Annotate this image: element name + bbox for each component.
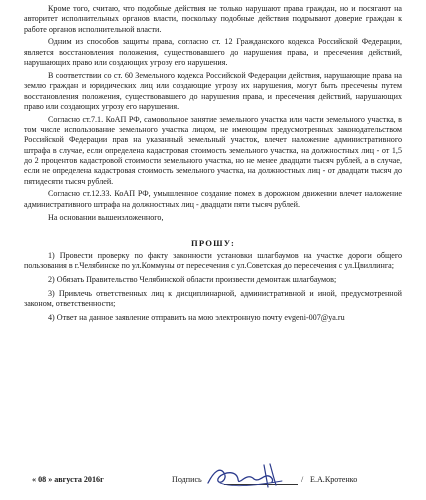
request-item-4: 4) Ответ на данное заявление отправить на мою электронную почту evgeni-007@ya.ru <box>48 313 345 323</box>
request-title: ПРОШУ: <box>190 237 236 248</box>
request-item-2: 2) Обязать Правительство Челябинской области произвести демонтаж шлагбаумов; <box>48 275 337 285</box>
paragraph-conclusion: На основании вышеизложенного, <box>48 212 164 222</box>
paragraph-land-code: В соответствии со ст. 60 Земельного кодекса Российской Федерации действия, нарушающие права на землю граждан и юридических лиц или создающие угрозу их нарушения, могут быть пресечены путем восстановления положения, существовавшего до нарушения права, и пресечения действий, нарушающих право или создающих угрозу его нарушения. <box>24 70 402 111</box>
signature-label: Подпись <box>172 475 202 484</box>
signature-block <box>24 465 402 491</box>
signature-date: « 08 » августа 2016г <box>32 475 104 484</box>
paragraph-koap-7-1: Согласно ст.7.1. КоАП РФ, самовольное занятие земельного участка или части земельного участка, в том числе использование земельного участка лицом, не имеющим предусмотренных законодательством Российской Федерации прав на указанный земельный участок, влечет наложение административного штрафа в случае, если определена кадастровая стоимость земельного участка, на должностных лиц - от 1,5 до 2 процентов кадастровой стоимости земельного участка, но не менее двадцати тысяч рублей, а в случае, если не определена кадастровая стоимость земельного участка, на должностных лиц - от двадцати тысяч до пятидесяти тысяч рублей. <box>24 114 402 186</box>
paragraph-intro: Кроме того, считаю, что подобные действия не только нарушают права граждан, но и посягают на авторитет исполнительных органов власти, поскольку подобные действия подрывают доверие граждан к работе органов исполнительной власти. <box>24 4 402 34</box>
paragraph-koap-12-33: Согласно ст.12.33. КоАП РФ, умышленное создание помех в дорожном движении влечет наложение административного штрафа на должностных лиц - двадцати пяти тысяч рублей. <box>24 189 402 209</box>
paragraph-civil-code: Одним из способов защиты права, согласно ст. 12 Гражданского кодекса Российской Федерации, является восстановления положения, существовавшего до нарушения права, и пресечения действий, нарушающих право или создающих угрозу его нарушения. <box>24 37 402 68</box>
request-item-1: 1) Провести проверку по факту законности установки шлагбаумов на участке дороги общего пользования в г.Челябинске по ул.Коммуны от пересечения с ул.Советская до пересечения с ул.Цвиллинга; <box>24 250 402 271</box>
handwritten-signature-icon <box>200 461 300 491</box>
signature-slash: / <box>301 475 304 484</box>
signature-name: Е.А.Кротенко <box>310 475 358 484</box>
request-item-3: 3) Привлечь ответственных лиц к дисциплинарной, административной и иной, предусмотренной законом, ответственности; <box>24 288 402 309</box>
